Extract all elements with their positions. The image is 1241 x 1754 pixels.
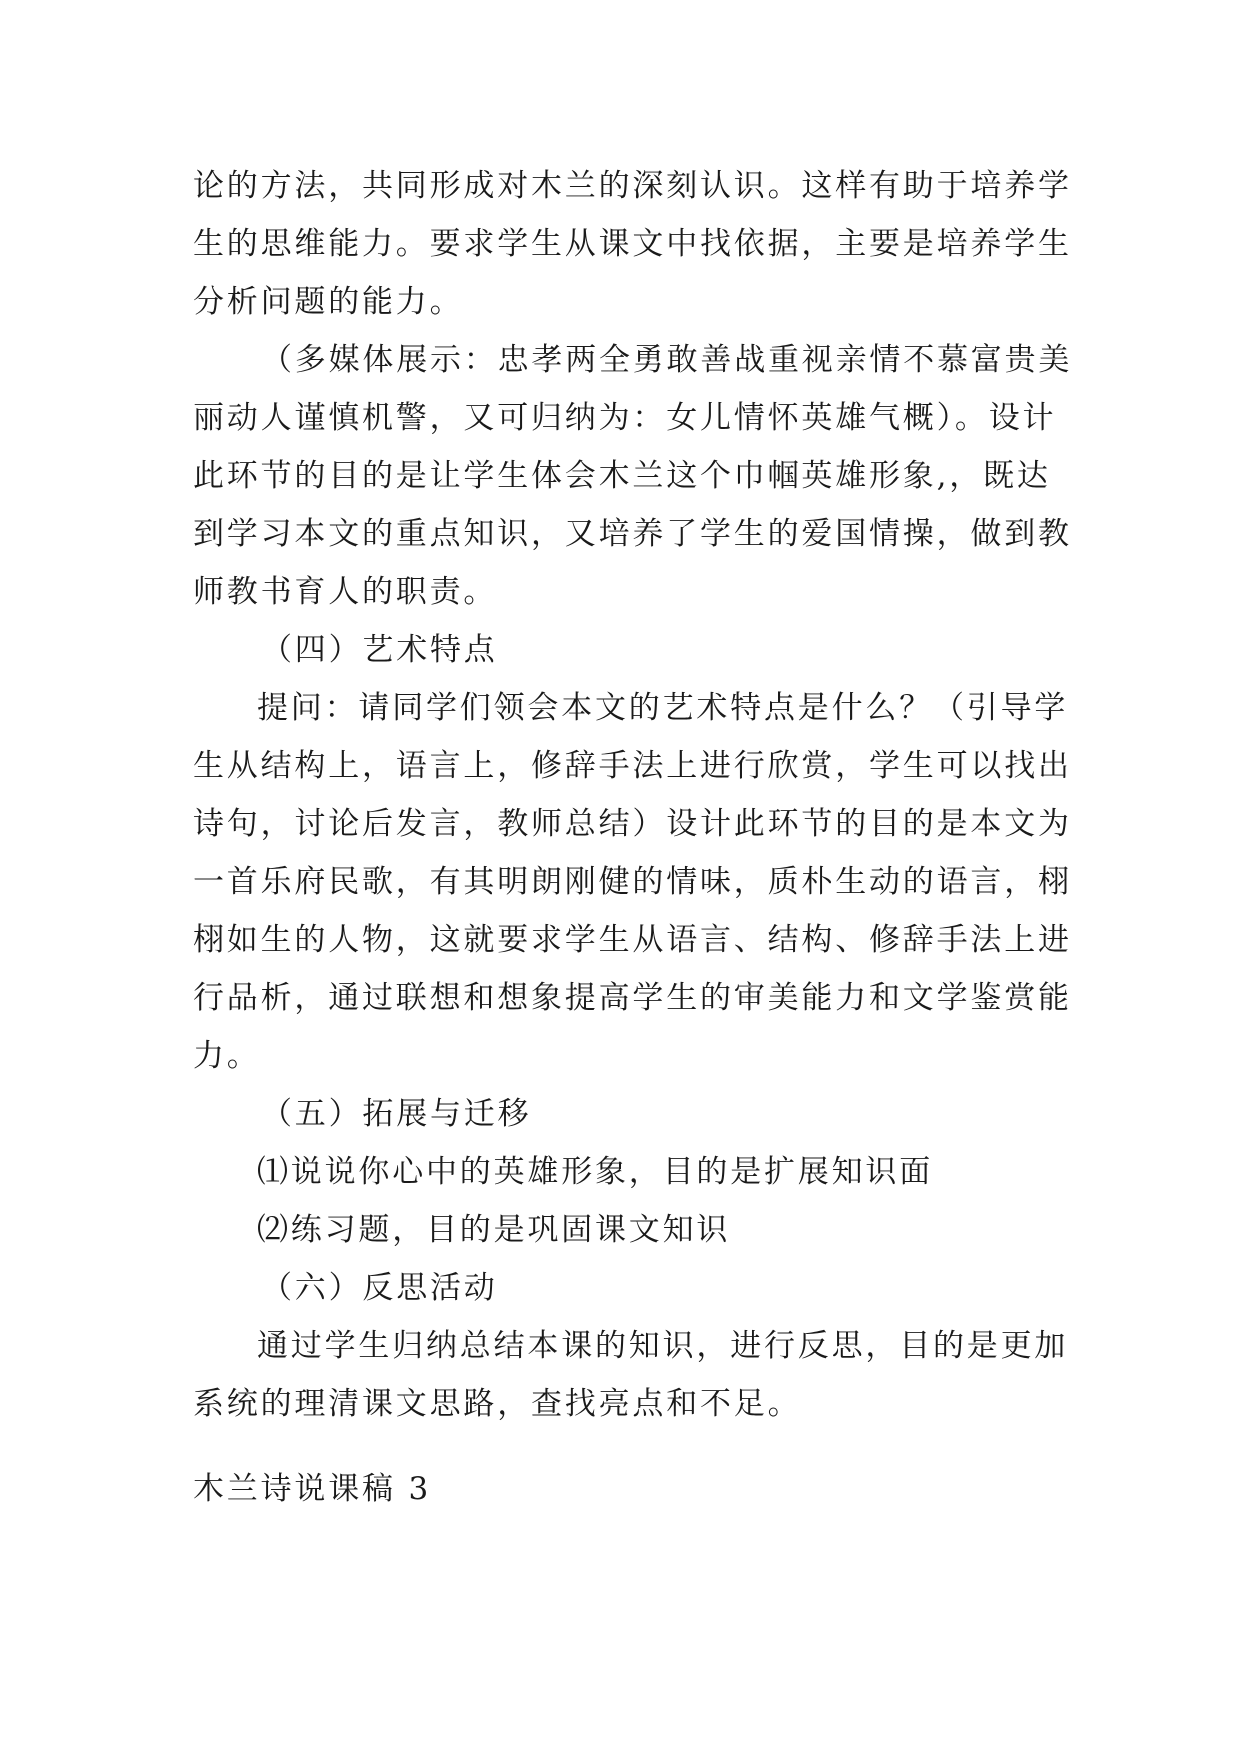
- text-line: 到学习本文的重点知识，又培养了学生的爱国情操，做到教: [193, 516, 1072, 552]
- section-title: 木兰诗说课稿 3: [193, 1471, 431, 1507]
- body-text: [193, 157, 1073, 1433]
- text-line: 提问：请同学们领会本文的艺术特点是什么？（引导学: [257, 690, 1069, 726]
- text-line: 生的思维能力。要求学生从课文中找依据，主要是培养学生: [193, 226, 1072, 262]
- subheading-arts: （四）艺术特点: [261, 632, 498, 668]
- text-line: 分析问题的能力。: [193, 284, 464, 320]
- list-item: ⑴说说你心中的英雄形象，目的是扩展知识面: [257, 1154, 933, 1190]
- text-line: 行品析，通过联想和想象提高学生的审美能力和文学鉴赏能: [193, 980, 1072, 1016]
- list-item: ⑵练习题，目的是巩固课文知识: [257, 1212, 731, 1248]
- text-line: 栩如生的人物，这就要求学生从语言、结构、修辞手法上进: [193, 922, 1072, 958]
- text-line: 诗句，讨论后发言，教师总结）设计此环节的目的是本文为: [193, 806, 1072, 842]
- subheading-reflection: （六）反思活动: [261, 1270, 498, 1306]
- text-line: 论的方法，共同形成对木兰的深刻认识。这样有助于培养学: [193, 168, 1072, 204]
- text-line: 丽动人谨慎机警，又可归纳为：女儿情怀英雄气概）。设计: [193, 400, 1057, 436]
- subheading-extension: （五）拓展与迁移: [261, 1096, 532, 1132]
- text-line: 系统的理清课文思路，查找亮点和不足。: [193, 1386, 802, 1422]
- text-line: 师教书育人的职责。: [193, 574, 498, 610]
- text-line: 此环节的目的是让学生体会木兰这个巾帼英雄形象,，既达: [193, 458, 1051, 494]
- text-line: 通过学生归纳总结本课的知识，进行反思，目的是更加: [257, 1328, 1069, 1364]
- text-line: （多媒体展示：忠孝两全勇敢善战重视亲情不慕富贵美: [261, 342, 1073, 378]
- text-line: 生从结构上，语言上，修辞手法上进行欣赏，学生可以找出: [193, 748, 1072, 784]
- text-line: 一首乐府民歌，有其明朗刚健的情味，质朴生动的语言，栩: [193, 864, 1072, 900]
- text-line: 力。: [193, 1038, 261, 1074]
